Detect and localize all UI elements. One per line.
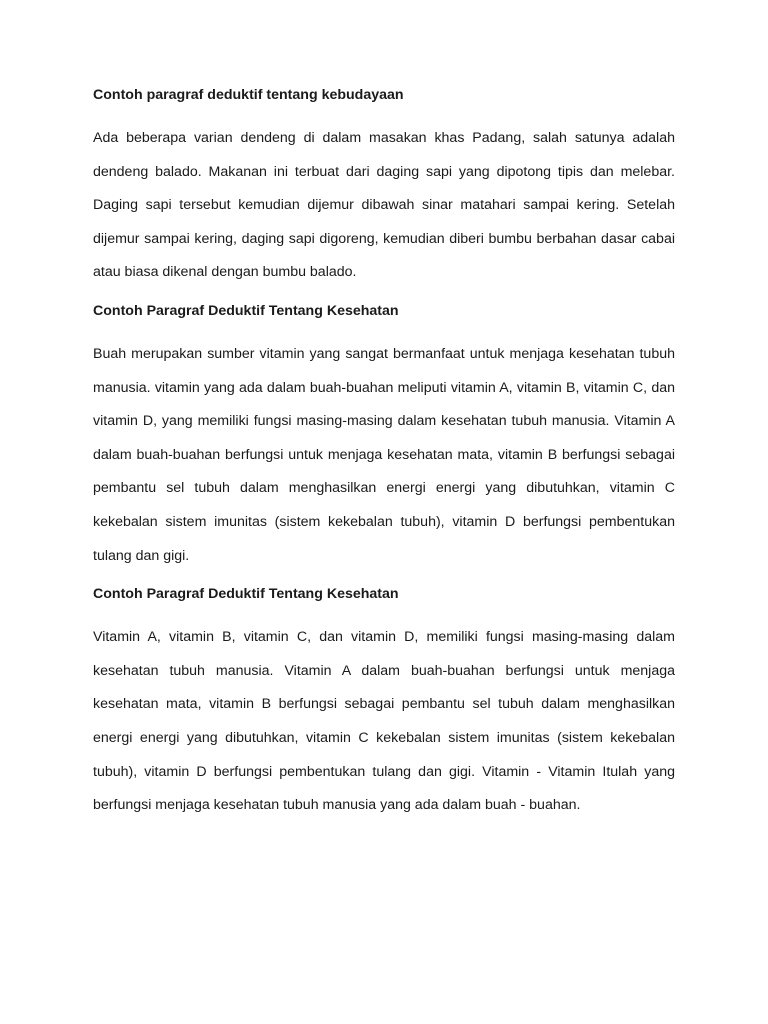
section-paragraph-kesehatan-2: Vitamin A, vitamin B, vitamin C, dan vitamin D, memiliki fungsi masing-masing dalam kesehatan tubuh manusia. Vitamin A dalam buah-buahan berfungsi untuk menjaga kesehatan mata, vitamin B berfungsi sebagai pembantu sel tubuh dalam menghasilkan energi energi yang dibutuhkan, vitamin C kekebalan sistem imunitas (sistem kekebalan tubuh), vitamin D berfungsi pembentukan tulang dan gigi. Vitamin - Vitamin Itulah yang berfungsi menjaga kesehatan tubuh manusia yang ada dalam buah - buahan. bbox=[93, 629, 675, 814]
section-heading-kesehatan-2: Contoh Paragraf Deduktif Tentang Kesehatan bbox=[93, 586, 399, 603]
section-paragraph-kebudayaan: Ada beberapa varian dendeng di dalam masakan khas Padang, salah satunya adalah dendeng balado. Makanan ini terbuat dari daging sapi yang dipotong tipis dan melebar. Daging sapi tersebut kemudian dijemur dibawah sinar matahari sampai kering. Setelah dijemur sampai kering, daging sapi digoreng, kemudian diberi bumbu berbahan dasar cabai atau biasa dikenal dengan bumbu balado. bbox=[93, 130, 675, 281]
section-paragraph-kesehatan-1: Buah merupakan sumber vitamin yang sangat bermanfaat untuk menjaga kesehatan tubuh manusia. vitamin yang ada dalam buah-buahan meliputi vitamin A, vitamin B, vitamin C, dan vitamin D, yang memiliki fungsi masing-masing dalam kesehatan tubuh manusia. Vitamin A dalam buah-buahan berfungsi untuk menjaga kesehatan mata, vitamin B berfungsi sebagai pembantu sel tubuh dalam menghasilkan energi energi yang dibutuhkan, vitamin C kekebalan sistem imunitas (sistem kekebalan tubuh), vitamin D berfungsi pembentukan tulang dan gigi. bbox=[93, 345, 675, 564]
section-heading-kebudayaan: Contoh paragraf deduktif tentang kebudayaan bbox=[93, 87, 404, 103]
section-heading-kesehatan-1: Contoh Paragraf Deduktif Tentang Kesehatan bbox=[93, 302, 399, 319]
document-body bbox=[93, 84, 675, 823]
